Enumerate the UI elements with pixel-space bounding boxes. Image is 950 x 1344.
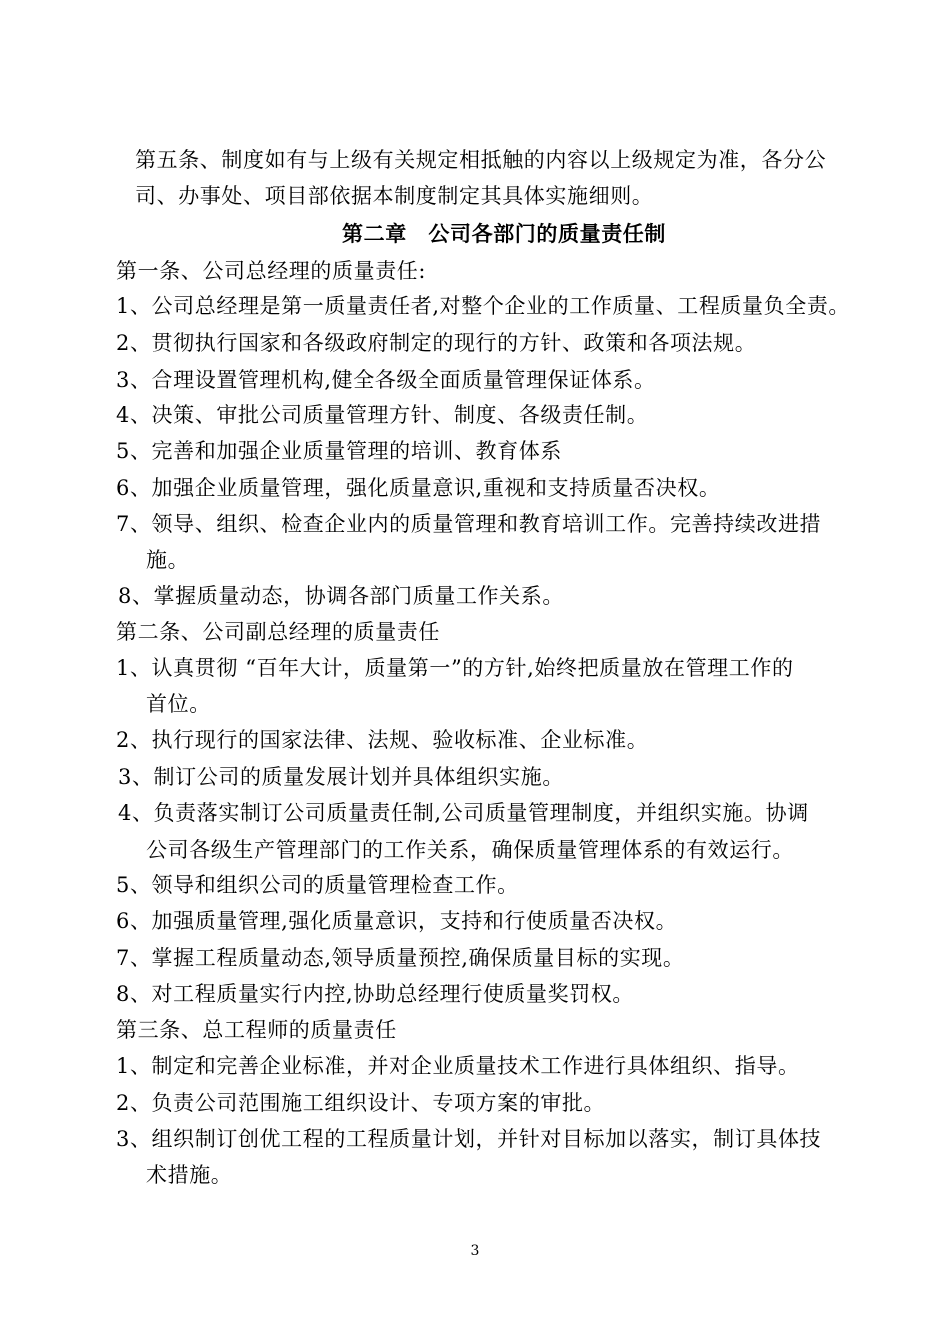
- section2-item-1: 1、认真贯彻 “百年大计，质量第一”的方针,始终把质量放在管理工作的: [116, 656, 794, 680]
- section1-item-1: 1、公司总经理是第一质量责任者,对整个企业的工作质量、工程质量负全责。: [116, 294, 851, 318]
- section1-item-7-cont: 施。: [146, 548, 190, 572]
- section2-item-1-cont: 首位。: [146, 692, 211, 716]
- section2-item-5: 5、领导和组织公司的质量管理检查工作。: [116, 873, 519, 897]
- section1-item-3: 3、合理设置管理机构,健全各级全面质量管理保证体系。: [116, 368, 656, 392]
- section1-item-7: 7、领导、组织、检查企业内的质量管理和教育培训工作。完善持续改进措: [116, 512, 822, 536]
- section1-item-8: 8、掌握质量动态，协调各部门质量工作关系。: [118, 584, 564, 608]
- section2-item-4-cont: 公司各级生产管理部门的工作关系，确保质量管理体系的有效运行。: [146, 838, 794, 862]
- section3-item-1: 1、制定和完善企业标准，并对企业质量技术工作进行具体组织、指导。: [116, 1054, 800, 1078]
- section1-title: 第一条、公司总经理的质量责任:: [116, 259, 427, 283]
- section2-title: 第二条、公司副总经理的质量责任: [116, 620, 440, 644]
- chapter-title: 第二章 公司各部门的质量责任制: [342, 222, 666, 246]
- section3-title: 第三条、总工程师的质量责任: [116, 1018, 397, 1042]
- section1-item-4: 4、决策、审批公司质量管理方针、制度、各级责任制。: [116, 403, 649, 427]
- section2-item-2: 2、执行现行的国家法律、法规、验收标准、企业标准。: [116, 728, 649, 752]
- section3-item-3-cont: 术措施。: [146, 1163, 233, 1187]
- section3-item-3: 3、组织制订创优工程的工程质量计划，并针对目标加以落实，制订具体技: [116, 1127, 822, 1151]
- section1-item-2: 2、贯彻执行国家和各级政府制定的现行的方针、政策和各项法规。: [116, 331, 757, 355]
- section2-item-6: 6、加强质量管理,强化质量意识，支持和行使质量否决权。: [116, 909, 678, 933]
- section2-item-4: 4、负责落实制订公司质量责任制,公司质量管理制度，并组织实施。协调: [118, 801, 809, 825]
- article5-line2: 司、办事处、项目部依据本制度制定其具体实施细则。: [135, 184, 654, 208]
- section1-item-6: 6、加强企业质量管理，强化质量意识,重视和支持质量否决权。: [116, 476, 721, 500]
- section2-item-3: 3、制订公司的质量发展计划并具体组织实施。: [118, 765, 564, 789]
- section2-item-7: 7、掌握工程质量动态,领导质量预控,确保质量目标的实现。: [116, 946, 685, 970]
- page-number: 3: [470, 1243, 480, 1259]
- section3-item-2: 2、负责公司范围施工组织设计、专项方案的审批。: [116, 1091, 606, 1115]
- section2-item-8: 8、对工程质量实行内控,协助总经理行使质量奖罚权。: [116, 982, 635, 1006]
- article5-line1: 第五条、制度如有与上级有关规定相抵触的内容以上级规定为准，各分公: [135, 148, 827, 172]
- section1-item-5: 5、完善和加强企业质量管理的培训、教育体系: [116, 439, 562, 463]
